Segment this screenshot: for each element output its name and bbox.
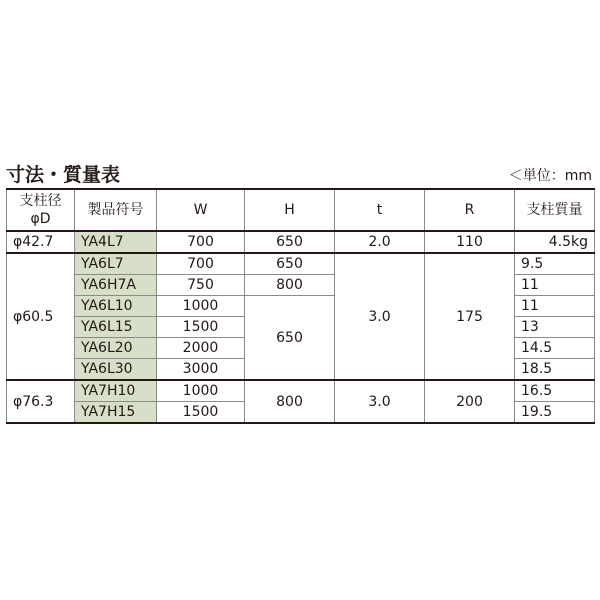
w-cell: 1000 [157,380,245,402]
w-cell: 750 [157,275,245,296]
r-cell: 110 [425,231,515,253]
diameter-cell: φ42.7 [7,231,75,253]
h-cell: 650 [245,253,335,275]
diameter-cell: φ76.3 [7,380,75,423]
w-cell: 1000 [157,296,245,317]
mass-cell: 16.5 [515,380,595,402]
w-cell: 1500 [157,317,245,338]
product-code-cell: YA7H10 [75,380,157,402]
table-row [7,231,595,253]
mass-cell: 18.5 [515,359,595,381]
r-cell: 200 [425,380,515,423]
header-r: R [425,189,515,231]
mass-cell: 4.5kg [515,231,595,253]
header-h: H [245,189,335,231]
product-code-cell: YA6L10 [75,296,157,317]
h-cell: 650 [245,231,335,253]
r-cell: 175 [425,253,515,380]
w-cell: 700 [157,253,245,275]
w-cell: 700 [157,231,245,253]
header-diameter-line2: φD [30,211,51,227]
product-code-cell: YA7H15 [75,402,157,424]
table-row [7,380,595,402]
product-code-cell: YA6L20 [75,338,157,359]
diameter-cell: φ60.5 [7,253,75,380]
t-cell: 2.0 [335,231,425,253]
header-mass: 支柱質量 [515,189,595,231]
header-t: t [335,189,425,231]
product-code-cell: YA6H7A [75,275,157,296]
h-cell: 800 [245,380,335,423]
header-diameter [7,189,75,231]
product-code-cell: YA6L7 [75,253,157,275]
w-cell: 2000 [157,338,245,359]
table-title: 寸法・質量表 [6,164,121,186]
w-cell: 1500 [157,402,245,424]
product-code-cell: YA6L30 [75,359,157,381]
t-cell: 3.0 [335,253,425,380]
header-row [7,189,595,231]
mass-cell: 11 [515,275,595,296]
h-cell: 650 [245,296,335,381]
dimension-mass-table [6,188,595,424]
t-cell: 3.0 [335,380,425,423]
product-code-cell: YA4L7 [75,231,157,253]
mass-cell: 13 [515,317,595,338]
mass-cell: 9.5 [515,253,595,275]
w-cell: 3000 [157,359,245,381]
header-diameter-line1: 支柱径 [19,193,62,209]
header-code: 製品符号 [75,189,157,231]
product-code-cell: YA6L15 [75,317,157,338]
mass-cell: 14.5 [515,338,595,359]
mass-cell: 11 [515,296,595,317]
unit-label: ＜単位：mm [508,168,592,184]
table-row [7,253,595,275]
header-w: W [157,189,245,231]
mass-cell: 19.5 [515,402,595,424]
h-cell: 800 [245,275,335,296]
